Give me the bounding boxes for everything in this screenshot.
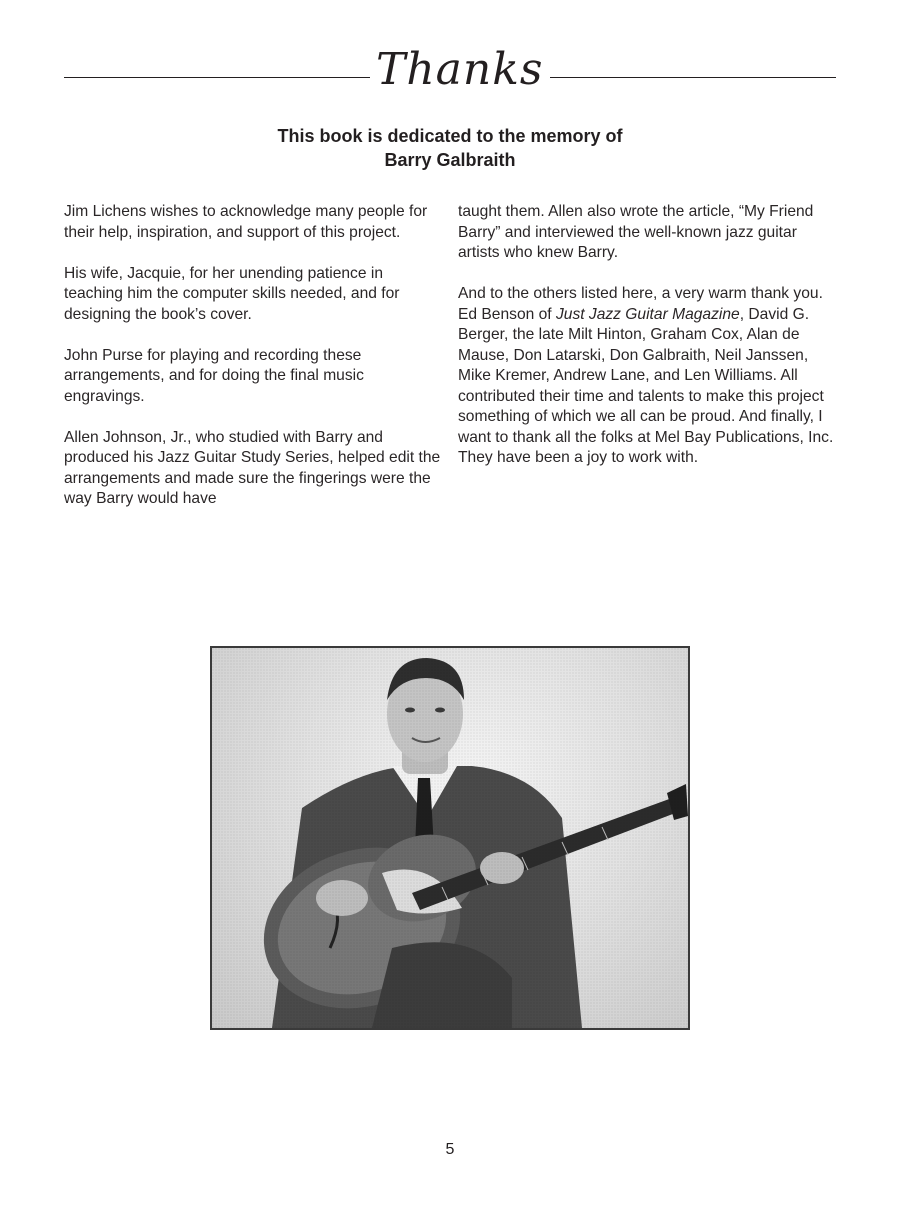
barry-galbraith-photo (210, 646, 690, 1030)
others-text-b: , David G. Berger, the late Milt Hinton, Graham Cox, Alan de Mause, Don Latarski, Don Galbraith, Neil Janssen, Mike Kremer, Andrew Lane, and Len Williams. All contributed their time and talents to make this project something of which we all can be proud. And finally, I want to thank all the folks at Mel Bay Publications, Inc. They have been a joy to work with. (458, 305, 834, 466)
paragraph-others (458, 284, 836, 469)
others-text-a: And to the others listed here, a very warm thank you. Ed Benson of (458, 285, 823, 323)
right-column (458, 202, 836, 489)
page-number: 5 (445, 1141, 455, 1158)
paragraph-allen-johnson: Allen Johnson, Jr., who studied with Barry and produced his Jazz Guitar Study Series, helped edit the arrangements and made sure the fingerings were the way Barry would have (64, 428, 441, 507)
paragraph-jacquie: His wife, Jacquie, for her unending patience in teaching him the computer skills needed, and for designing the book’s cover. (64, 264, 400, 323)
dedication-line-2: Barry Galbraith (384, 150, 516, 170)
page-header (64, 42, 836, 102)
paragraph-john-purse: John Purse for playing and recording these arrangements, and for doing the final music engravings. (64, 346, 364, 405)
magazine-title: Just Jazz Guitar Magazine (555, 305, 740, 323)
dedication-line-1: This book is dedicated to the memory of (277, 126, 623, 146)
paragraph-allen-continued: taught them. Allen also wrote the article, “My Friend Barry” and interviewed the well-known jazz guitar artists who knew Barry. (458, 203, 814, 261)
dedication (150, 124, 750, 172)
page-title: Thanks (370, 42, 550, 98)
left-column (64, 202, 442, 530)
photo-illustration (212, 648, 688, 1028)
paragraph-acknowledgement: Jim Lichens wishes to acknowledge many people for their help, inspiration, and support of this project. (64, 203, 428, 241)
